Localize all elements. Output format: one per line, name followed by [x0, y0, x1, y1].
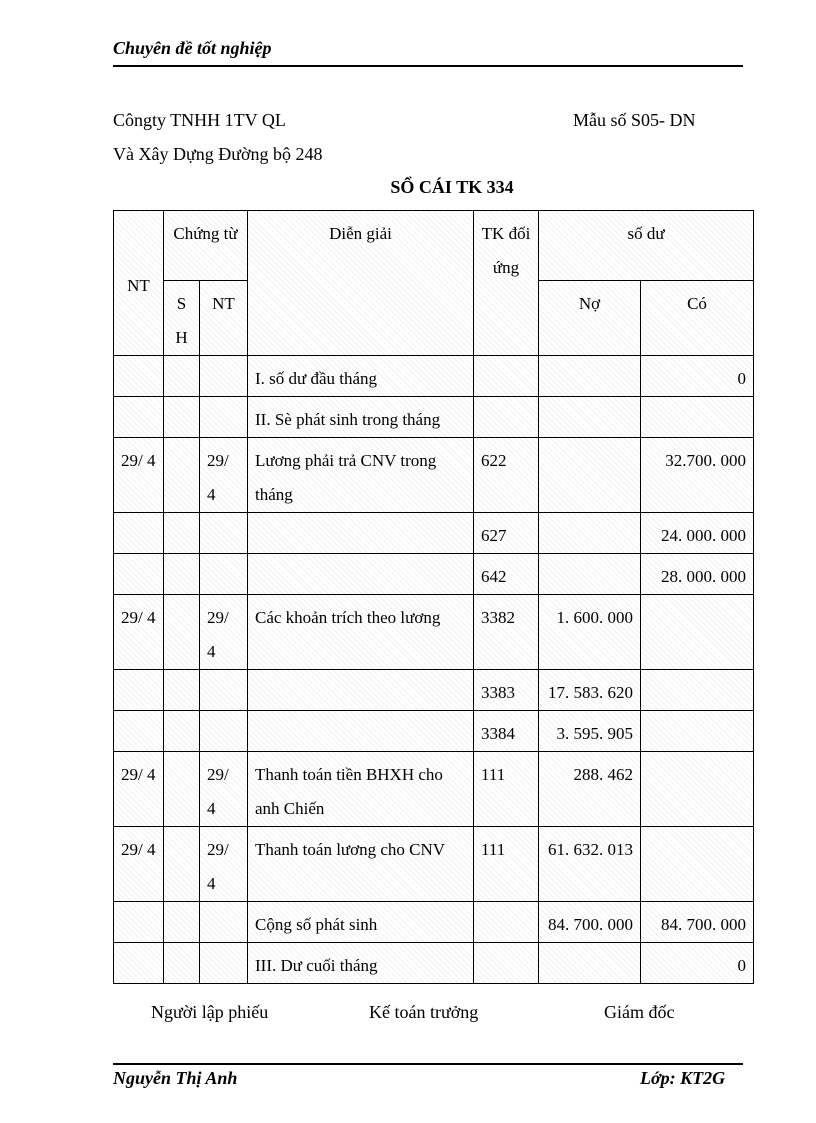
cell-nt [114, 711, 164, 752]
cell-tk-doi-ung: 111 [474, 827, 539, 902]
cell-sh [164, 397, 200, 438]
cell-no: 288. 462 [539, 752, 641, 827]
cell-co: 28. 000. 000 [641, 554, 754, 595]
header-dien-giai: Diễn giải [248, 211, 474, 356]
cell-description: Các khoản trích theo lương [248, 595, 474, 670]
header-no: Nợ [539, 281, 641, 356]
header-nt: NT [114, 211, 164, 356]
cell-co: 32.700. 000 [641, 438, 754, 513]
table-row [114, 513, 754, 554]
cell-tk-doi-ung: 627 [474, 513, 539, 554]
cell-tk-doi-ung [474, 943, 539, 984]
cell-nt2 [200, 711, 248, 752]
form-number: Mẫu số S05- DN [573, 110, 696, 130]
cell-sh [164, 595, 200, 670]
cell-no [539, 356, 641, 397]
cell-nt [114, 670, 164, 711]
header-so-du: số dư [539, 211, 754, 281]
cell-nt: 29/ 4 [114, 827, 164, 902]
cell-sh [164, 827, 200, 902]
cell-description: II. Sè phát sinh trong tháng [248, 397, 474, 438]
table-row [114, 902, 754, 943]
cell-tk-doi-ung: 622 [474, 438, 539, 513]
company-name-line2: Và Xây Dựng Đường bộ 248 [113, 144, 323, 164]
cell-co [641, 595, 754, 670]
cell-description [248, 554, 474, 595]
cell-tk-doi-ung [474, 397, 539, 438]
cell-co: 24. 000. 000 [641, 513, 754, 554]
cell-co [641, 752, 754, 827]
table-row [114, 397, 754, 438]
cell-co: 0 [641, 356, 754, 397]
header-chung-tu: Chứng từ [164, 211, 248, 281]
cell-tk-doi-ung: 3383 [474, 670, 539, 711]
header-sh: S H [164, 281, 200, 356]
cell-no [539, 943, 641, 984]
cell-nt [114, 554, 164, 595]
cell-nt2 [200, 513, 248, 554]
table-row [114, 554, 754, 595]
cell-nt [114, 356, 164, 397]
cell-sh [164, 356, 200, 397]
cell-description [248, 711, 474, 752]
table-row [114, 438, 754, 513]
cell-sh [164, 902, 200, 943]
ledger-title: SỔ CÁI TK 334 [390, 177, 514, 197]
document-header-title: Chuyên đề tốt nghiệp [113, 38, 272, 58]
footer-author: Nguyễn Thị Anh [113, 1068, 238, 1088]
cell-nt2 [200, 902, 248, 943]
table-row [114, 752, 754, 827]
cell-description: III. Dư cuối tháng [248, 943, 474, 984]
cell-sh [164, 554, 200, 595]
cell-nt2 [200, 670, 248, 711]
cell-description: I. số dư đầu tháng [248, 356, 474, 397]
header-tk-doi-ung: TK đối ứng [474, 211, 539, 356]
cell-nt2 [200, 397, 248, 438]
cell-sh [164, 513, 200, 554]
cell-nt2 [200, 943, 248, 984]
cell-tk-doi-ung [474, 902, 539, 943]
footer-divider [113, 1063, 743, 1065]
table-row [114, 595, 754, 670]
cell-no [539, 438, 641, 513]
cell-nt2: 29/ 4 [200, 438, 248, 513]
cell-nt [114, 397, 164, 438]
cell-no: 61. 632. 013 [539, 827, 641, 902]
cell-sh [164, 943, 200, 984]
cell-description: Thanh toán tiền BHXH cho anh Chiến [248, 752, 474, 827]
cell-tk-doi-ung: 3382 [474, 595, 539, 670]
cell-nt2: 29/ 4 [200, 752, 248, 827]
cell-nt [114, 902, 164, 943]
header-divider [113, 65, 743, 67]
signature-accountant: Kế toán trưởng [369, 1002, 479, 1022]
cell-no: 1. 600. 000 [539, 595, 641, 670]
ledger-table [113, 210, 754, 984]
cell-sh [164, 438, 200, 513]
cell-nt2 [200, 554, 248, 595]
cell-tk-doi-ung: 642 [474, 554, 539, 595]
cell-co [641, 397, 754, 438]
cell-tk-doi-ung: 3384 [474, 711, 539, 752]
cell-no [539, 513, 641, 554]
cell-sh [164, 711, 200, 752]
cell-no: 3. 595. 905 [539, 711, 641, 752]
cell-description: Thanh toán lương cho CNV [248, 827, 474, 902]
cell-nt2 [200, 356, 248, 397]
signature-preparer: Người lập phiếu [151, 1002, 269, 1022]
cell-no [539, 397, 641, 438]
table-row [114, 356, 754, 397]
cell-description [248, 513, 474, 554]
cell-co: 0 [641, 943, 754, 984]
cell-co [641, 711, 754, 752]
cell-no: 84. 700. 000 [539, 902, 641, 943]
cell-description: Lương phải trả CNV trong tháng [248, 438, 474, 513]
cell-tk-doi-ung [474, 356, 539, 397]
header-nt2: NT [200, 281, 248, 356]
footer-class: Lớp: KT2G [640, 1068, 726, 1088]
cell-tk-doi-ung: 111 [474, 752, 539, 827]
cell-co: 84. 700. 000 [641, 902, 754, 943]
table-row [114, 711, 754, 752]
cell-no [539, 554, 641, 595]
table-row [114, 943, 754, 984]
ledger-header-row [114, 211, 754, 281]
ledger-title-wrap [0, 177, 816, 198]
cell-nt2: 29/ 4 [200, 827, 248, 902]
table-row [114, 827, 754, 902]
signature-director: Giám đốc [604, 1002, 675, 1022]
cell-sh [164, 670, 200, 711]
table-row [114, 670, 754, 711]
cell-sh [164, 752, 200, 827]
cell-nt: 29/ 4 [114, 595, 164, 670]
cell-description: Cộng số phát sinh [248, 902, 474, 943]
cell-no: 17. 583. 620 [539, 670, 641, 711]
cell-co [641, 827, 754, 902]
cell-nt [114, 943, 164, 984]
cell-nt [114, 513, 164, 554]
cell-nt2: 29/ 4 [200, 595, 248, 670]
header-co: Có [641, 281, 754, 356]
cell-nt: 29/ 4 [114, 438, 164, 513]
cell-nt: 29/ 4 [114, 752, 164, 827]
company-name-line1: Côngty TNHH 1TV QL [113, 110, 286, 130]
cell-description [248, 670, 474, 711]
cell-co [641, 670, 754, 711]
